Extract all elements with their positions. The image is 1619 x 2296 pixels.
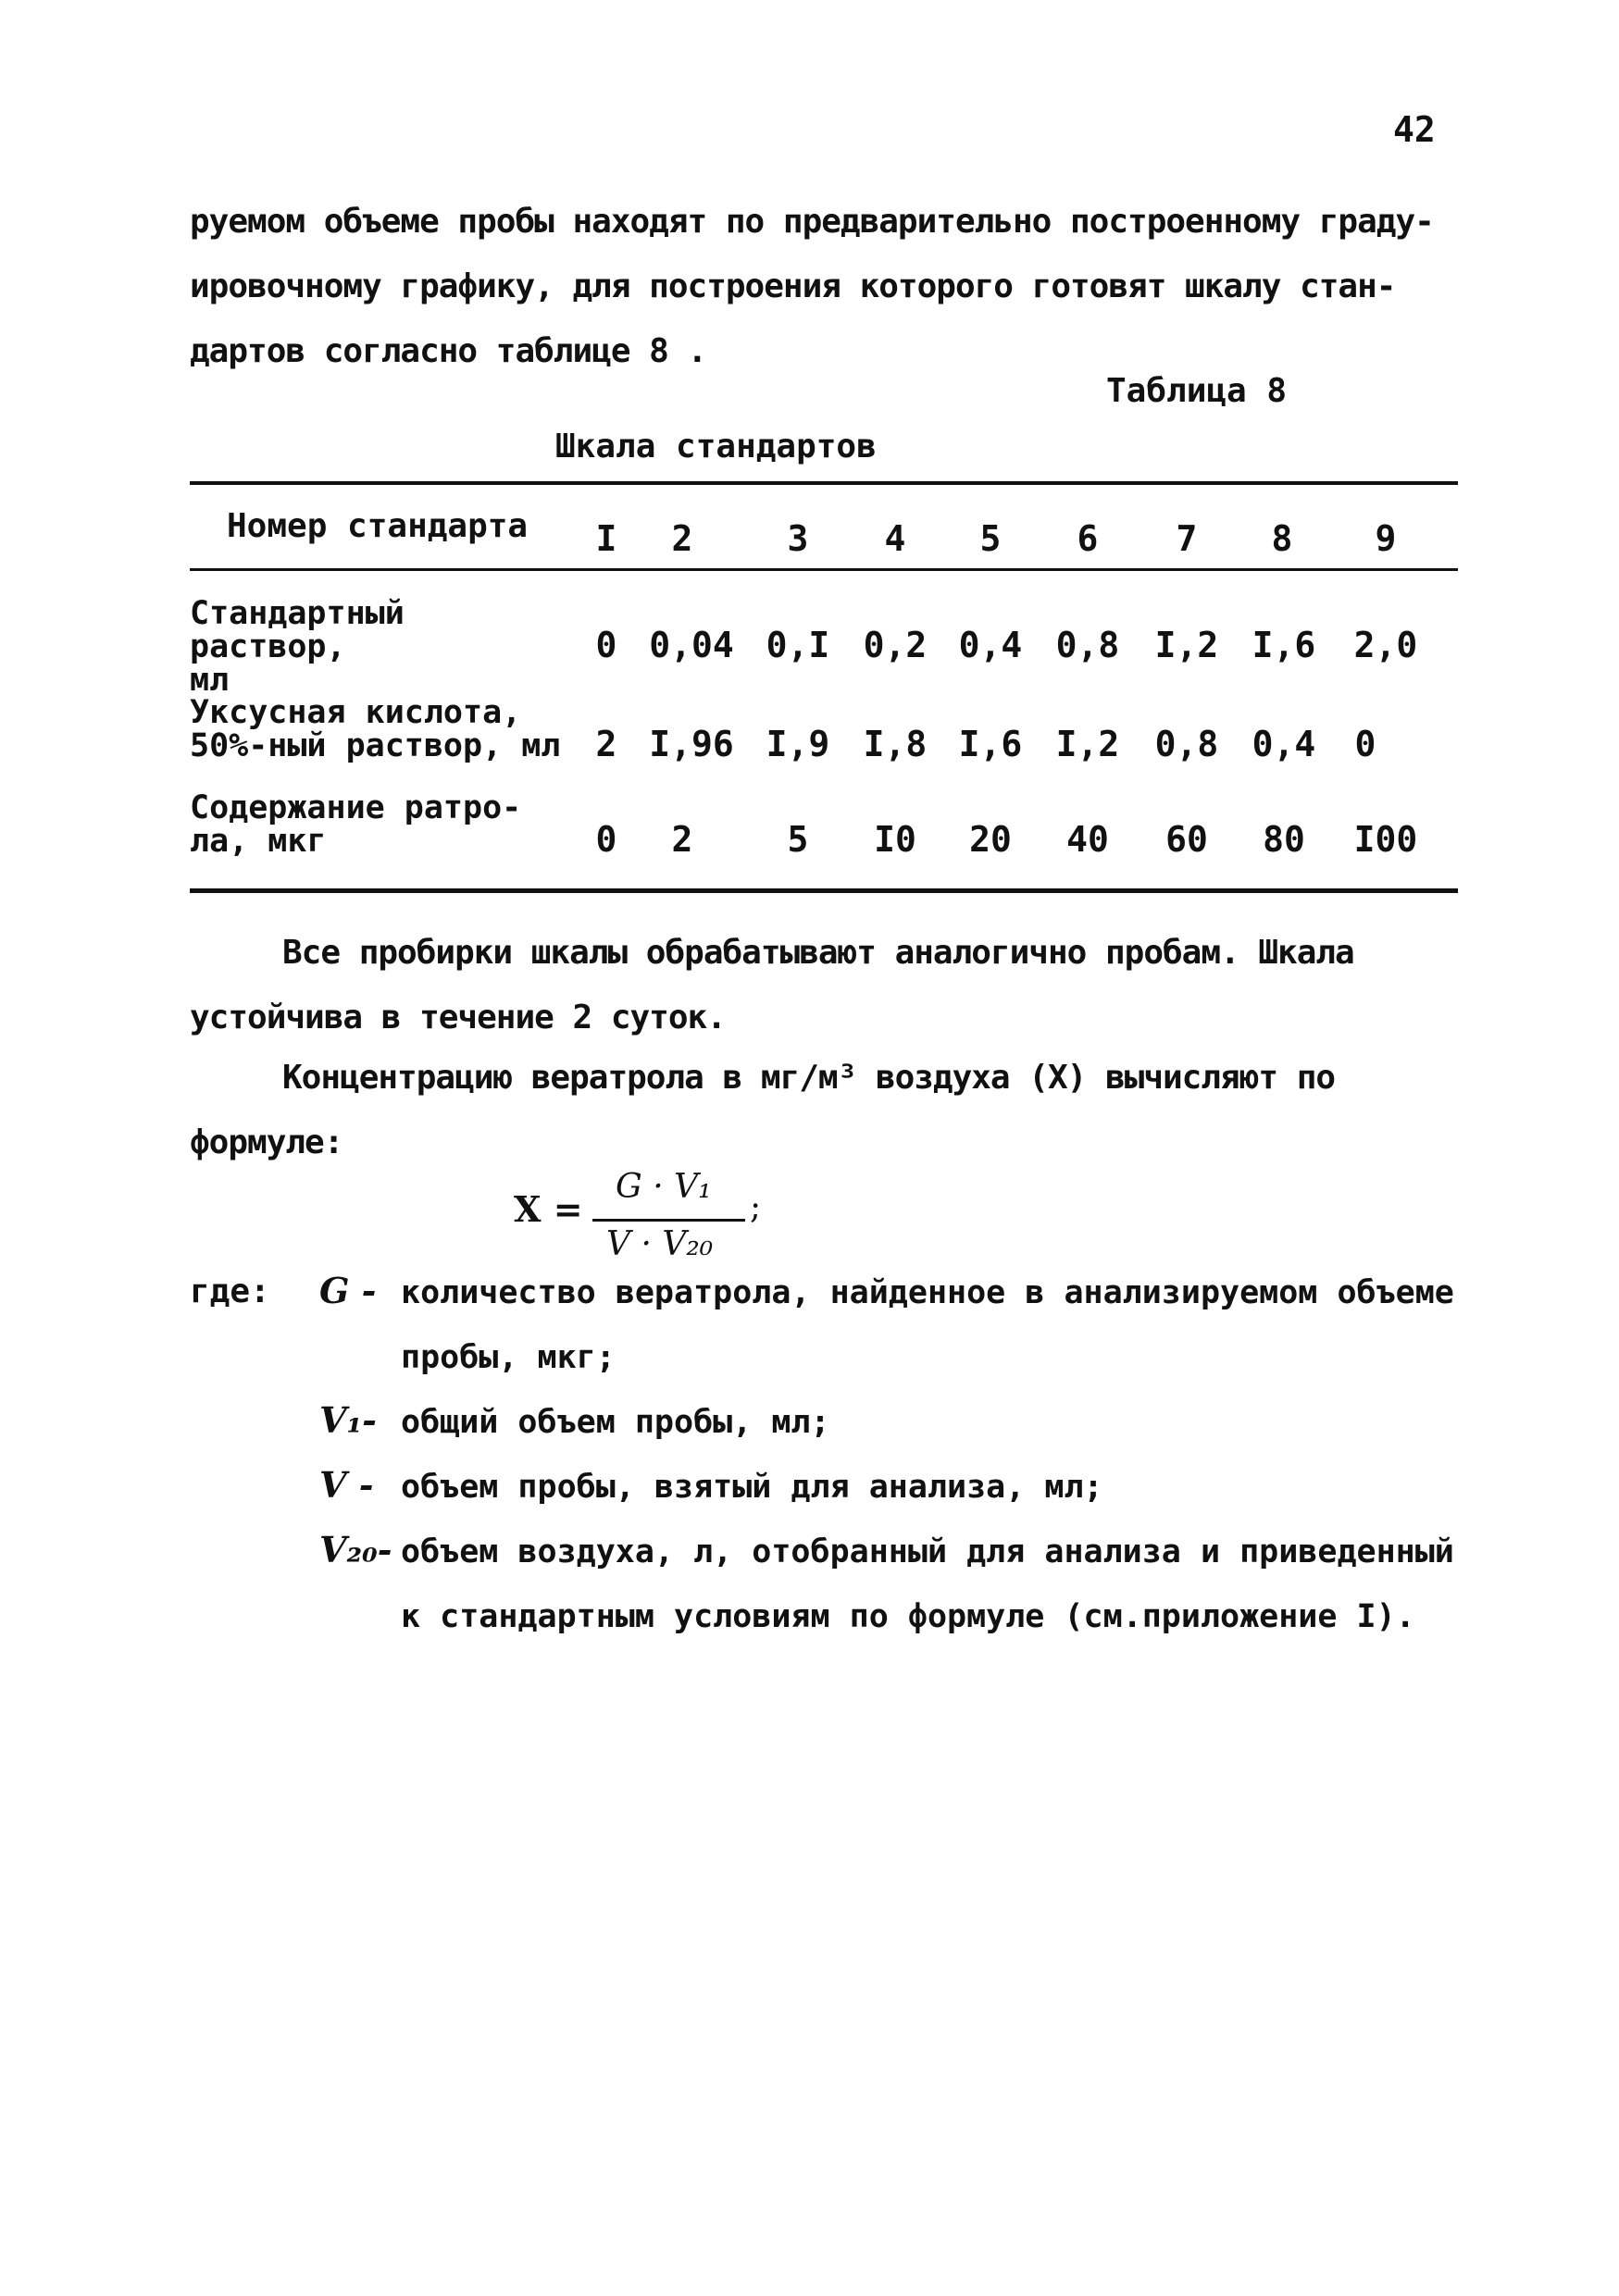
definition-line: к стандартным условиям по формуле (см.приложение I). [401,1598,1415,1635]
row-label-standard-solution [190,597,579,697]
definition-symbol: V₂₀- [319,1529,392,1570]
definition-symbol: V₁- [319,1399,377,1441]
concentration-paragraph [190,1046,1393,1175]
table-cell: 2 [671,819,693,860]
table-cell: 0,04 [649,625,734,665]
table-cell: 80 [1263,819,1305,860]
table-cell: 0,4 [958,625,1023,665]
header-cell: 5 [979,518,1002,559]
table-cell: I,9 [766,724,830,764]
definition-line: общий объем пробы, мл; [401,1404,830,1441]
where-label: где: [190,1272,270,1310]
definition-text-g [401,1260,1475,1390]
definition-symbol: G - [319,1270,377,1311]
intro-line-3: дартов согласно таблице 8 . [190,332,707,370]
table-cell: 0,2 [863,625,928,665]
row-label-line: ла, мкг [190,823,327,860]
definition-text-v [401,1455,1475,1520]
definition-symbol: V - [319,1464,374,1506]
table-cell: 60 [1165,819,1208,860]
table-cell: 0,I [766,625,830,665]
table-caption: Таблица 8 [1106,372,1288,410]
table-cell: 0,8 [1154,724,1219,764]
row-label-line: Содержание ратро- [190,789,522,826]
header-cell: 4 [884,518,906,559]
formula-lhs: X = [514,1188,583,1230]
intro-line-2: ировочному графику, для построения которого готовят шкалу стан- [190,267,1396,305]
table-cell: I,96 [649,724,734,764]
page-number: 42 [1393,109,1436,150]
table-cell: I,6 [958,724,1023,764]
definition-line: количество вератрола, найденное в анализируемом объеме [401,1274,1454,1311]
definition-line: объем пробы, взятый для анализа, мл; [401,1469,1103,1506]
table-title: Шкала стандартов [555,428,877,465]
table-top-rule [190,481,1458,485]
row-label-line: мл [190,662,230,699]
table-cell: 20 [969,819,1012,860]
header-cell: I [595,518,617,559]
row-label-line: Стандартный раствор, [190,595,405,665]
header-cell: 9 [1375,518,1397,559]
table-cell: 0,4 [1252,724,1316,764]
definition-text-v1 [401,1390,1475,1455]
definition-text-v20 [401,1520,1475,1649]
header-cell: 7 [1176,518,1198,559]
table-cell: 0,8 [1055,625,1120,665]
row-label-veratrol-content [190,791,579,858]
table-bottom-rule [190,888,1458,893]
header-cell: 6 [1077,518,1099,559]
table-cell: 40 [1066,819,1109,860]
header-cell: 3 [787,518,809,559]
table-cell: I00 [1353,819,1418,860]
header-cell: 2 [671,518,693,559]
concentration-line-2: формуле: [190,1123,343,1161]
table-cell: 0 [595,819,617,860]
processing-line-2: устойчива в течение 2 суток. [190,999,726,1036]
formula-numerator: G · V₁ [616,1168,712,1206]
table-cell: I0 [874,819,916,860]
table-cell: 2 [595,724,617,764]
intro-line-1: руемом объеме пробы находят по предварительно построенному граду- [190,203,1434,241]
formula-denominator: V · V₂₀ [606,1225,714,1263]
table-header-label: Номер стандарта [227,507,529,545]
definition-line: объем воздуха, л, отобранный для анализа и приведенный [401,1533,1454,1570]
processing-paragraph [190,921,1393,1050]
formula-tail: ; [750,1188,762,1226]
definition-line: пробы, мкг; [401,1339,616,1376]
fraction-bar [592,1219,745,1222]
row-label-line: Уксусная кислота, [190,694,522,731]
table-cell: 2,0 [1353,625,1418,665]
table-cell: I,8 [863,724,928,764]
table-header-rule [190,568,1458,571]
concentration-line-1: Концентрацию вератрола в мг/м³ воздуха (X) вычисляют по [282,1059,1336,1097]
intro-paragraph [190,190,1476,384]
table-cell: I,2 [1154,625,1219,665]
header-cell: 8 [1271,518,1293,559]
table-cell: I,2 [1055,724,1120,764]
table-cell: I,6 [1252,625,1316,665]
table-cell: 5 [787,819,809,860]
processing-line-1: Все пробирки шкалы обрабатывают аналогично пробам. Шкала [282,934,1354,972]
row-label-line: 50%-ный раствор, мл [190,727,561,764]
table-cell: 0 [1354,724,1376,764]
table-cell: 0 [595,625,617,665]
row-label-acetic-acid [190,696,579,763]
